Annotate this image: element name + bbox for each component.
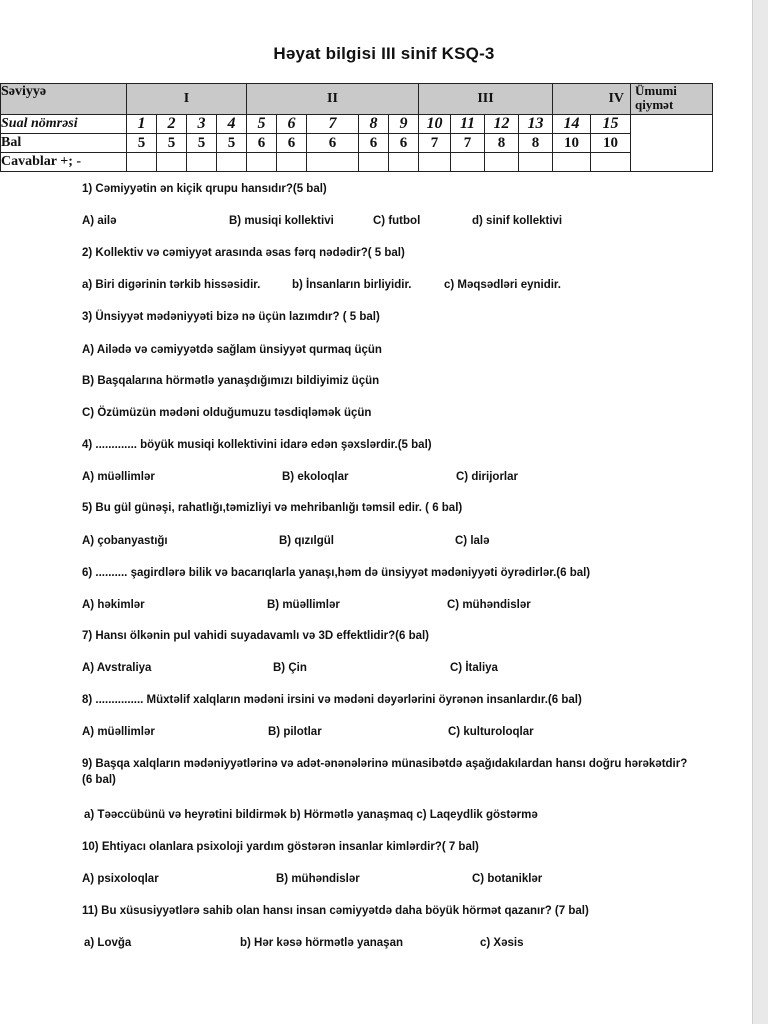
question-8-text: 8) ............... Müxtəlif xalqların mədəni irsini və mədəni dəyərlərini öyrənən insanlardır.(6 bal) [82,694,582,706]
qnum-cell: 5 [247,115,277,134]
qnum-cell: 14 [553,115,591,134]
question-9-text: 9) Başqa xalqların mədəniyyətlərinə və adət-ənənələrinə münasibətdə aşağıdakılardan hansı doğru hərəkətdir?(6 bal) [82,758,688,786]
points-cell: 6 [307,134,359,153]
q9-options[interactable]: a) Təəccübünü və heyrətini bildirmək b) Hörmətlə yanaşmaq c) Laqeydlik göstərmə [84,809,538,821]
q4-option-b[interactable]: B) ekoloqlar [282,471,349,483]
points-cell: 10 [591,134,631,153]
points-cell: 5 [187,134,217,153]
points-cell: 6 [389,134,419,153]
qnum-cell: 13 [519,115,553,134]
q6-option-b[interactable]: B) müəllimlər [267,599,340,611]
question-1-text: 1) Cəmiyyətin ən kiçik qrupu hansıdır?(5 bal) [82,183,327,195]
answer-cell[interactable] [389,153,419,172]
qnum-cell: 7 [307,115,359,134]
points-cell: 7 [419,134,451,153]
question-8-options [0,724,740,740]
q1-option-b[interactable]: B) musiqi kollektivi [229,215,334,227]
answer-cell[interactable] [307,153,359,172]
question-5-options [0,533,740,549]
question-5-text: 5) Bu gül günəşi, rahatlığı,təmizliyi və mehribanlığı təmsil edir. ( 6 bal) [82,502,463,514]
total-score-cell [631,115,713,172]
question-7-text: 7) Hansı ölkənin pul vahidi suyadavamlı və 3D effektlidir?(6 bal) [82,630,430,642]
qnum-cell: 15 [591,115,631,134]
answer-cell[interactable] [217,153,247,172]
qnum-cell: 3 [187,115,217,134]
page-title: Həyat bilgisi III sinif KSQ-3 [273,44,495,63]
answer-cell[interactable] [553,153,591,172]
level-iii: III [419,84,553,115]
q1-option-d[interactable]: d) sinif kollektivi [472,215,563,227]
answer-cell[interactable] [485,153,519,172]
q6-option-c[interactable]: C) mühəndislər [447,599,531,611]
q2-option-c[interactable]: c) Məqsədləri eynidir. [444,279,561,291]
q1-option-c[interactable]: C) futbol [373,215,421,227]
page-edge [752,0,768,1024]
q4-option-a[interactable]: A) müəllimlər [82,471,155,483]
q8-option-a[interactable]: A) müəllimlər [82,726,155,738]
q5-option-a[interactable]: A) çobanyastığı [82,535,168,547]
q3-option-b[interactable]: B) Başqalarına hörmətlə yanaşdığımızı bildiyimiz üçün [82,375,380,387]
q5-option-c[interactable]: C) lalə [455,535,490,547]
points-cell: 5 [157,134,187,153]
level-i: I [127,84,247,115]
level-ii: II [247,84,419,115]
score-table [0,83,713,172]
points-cell: 7 [451,134,485,153]
level-label: Səviyyə [1,84,127,115]
q10-option-a[interactable]: A) psixoloqlar [82,873,159,885]
question-10-text: 10) Ehtiyacı olanlara psixoloji yardım göstərən insanlar kimlərdir?( 7 bal) [82,841,479,853]
q8-option-c[interactable]: C) kulturoloqlar [448,726,534,738]
points-cell: 10 [553,134,591,153]
qnum-cell: 2 [157,115,187,134]
question-11-text: 11) Bu xüsusiyyətlərə sahib olan hansı insan cəmiyyətdə daha böyük hörmət qazanır? (7 bal) [82,905,589,917]
q2-option-b[interactable]: b) İnsanların birliyidir. [292,279,412,291]
qnum-cell: 4 [217,115,247,134]
answer-cell[interactable] [247,153,277,172]
question-6-text: 6) .......... şagirdlərə bilik və bacarıqlarla yanaşı,həm də ünsiyyət mədəniyyəti öyrədirlər.(6 bal) [82,567,591,579]
question-4-options [0,469,740,485]
level-row [1,84,713,115]
answer-cell[interactable] [127,153,157,172]
question-number-row [1,115,713,134]
answer-cell[interactable] [359,153,389,172]
q11-option-a[interactable]: a) Lovğa [84,937,132,949]
points-cell: 8 [519,134,553,153]
points-cell: 8 [485,134,519,153]
answers-row [1,153,713,172]
points-label: Bal [1,134,127,153]
q1-option-a[interactable]: A) ailə [82,215,117,227]
q10-option-c[interactable]: C) botaniklər [472,873,543,885]
q6-option-a[interactable]: A) həkimlər [82,599,145,611]
answer-cell[interactable] [451,153,485,172]
qnum-cell: 1 [127,115,157,134]
answer-cell[interactable] [277,153,307,172]
total-header [631,84,713,115]
answers-label: Cavablar +; - [1,153,127,172]
q7-option-a[interactable]: A) Avstraliya [82,662,152,674]
q4-option-c[interactable]: C) dirijorlar [456,471,518,483]
question-3-text: 3) Ünsiyyət mədəniyyəti bizə nə üçün lazımdır? ( 5 bal) [82,311,380,323]
question-4-text: 4) ............. böyük musiqi kollektivini idarə edən şəxslərdir.(5 bal) [82,439,432,451]
points-cell: 5 [217,134,247,153]
q10-option-b[interactable]: B) mühəndislər [276,873,360,885]
answer-cell[interactable] [187,153,217,172]
qnum-cell: 6 [277,115,307,134]
q3-option-c[interactable]: C) Özümüzün mədəni olduğumuzu təsdiqləmək üçün [82,407,372,419]
points-cell: 5 [127,134,157,153]
qnum-cell: 9 [389,115,419,134]
q5-option-b[interactable]: B) qızılgül [279,535,334,547]
question-10-options [0,871,740,887]
q2-option-a[interactable]: a) Biri digərinin tərkib hissəsidir. [82,279,261,291]
qnum-cell: 11 [451,115,485,134]
qnum-cell: 8 [359,115,389,134]
total-label-line2: qiymət [635,97,674,112]
answer-cell[interactable] [519,153,553,172]
question-2-options [0,277,740,293]
question-2-text: 2) Kollektiv və cəmiyyət arasında əsas fərq nədədir?( 5 bal) [82,247,405,259]
answer-cell[interactable] [419,153,451,172]
question-11-options [0,935,740,951]
answer-cell[interactable] [157,153,187,172]
points-row [1,134,713,153]
q11-option-c[interactable]: c) Xəsis [480,937,524,949]
points-cell: 6 [277,134,307,153]
question-1-options [0,213,740,229]
q11-option-b[interactable]: b) Hər kəsə hörmətlə yanaşan [240,937,403,949]
qnum-cell: 10 [419,115,451,134]
total-label-line1: Ümumi [635,83,677,98]
question-number-label: Sual nömrəsi [1,115,127,134]
answer-cell[interactable] [591,153,631,172]
q8-option-b[interactable]: B) pilotlar [268,726,322,738]
points-cell: 6 [359,134,389,153]
q7-option-c[interactable]: C) İtaliya [450,662,498,674]
question-7-options [0,660,740,676]
q7-option-b[interactable]: B) Çin [273,662,307,674]
level-iv [553,84,631,115]
qnum-cell: 12 [485,115,519,134]
question-6-options [0,597,740,613]
q3-option-a[interactable]: A) Ailədə və cəmiyyətdə sağlam ünsiyyət qurmaq üçün [82,344,382,356]
level-iv-label: IV [608,91,624,106]
points-cell: 6 [247,134,277,153]
